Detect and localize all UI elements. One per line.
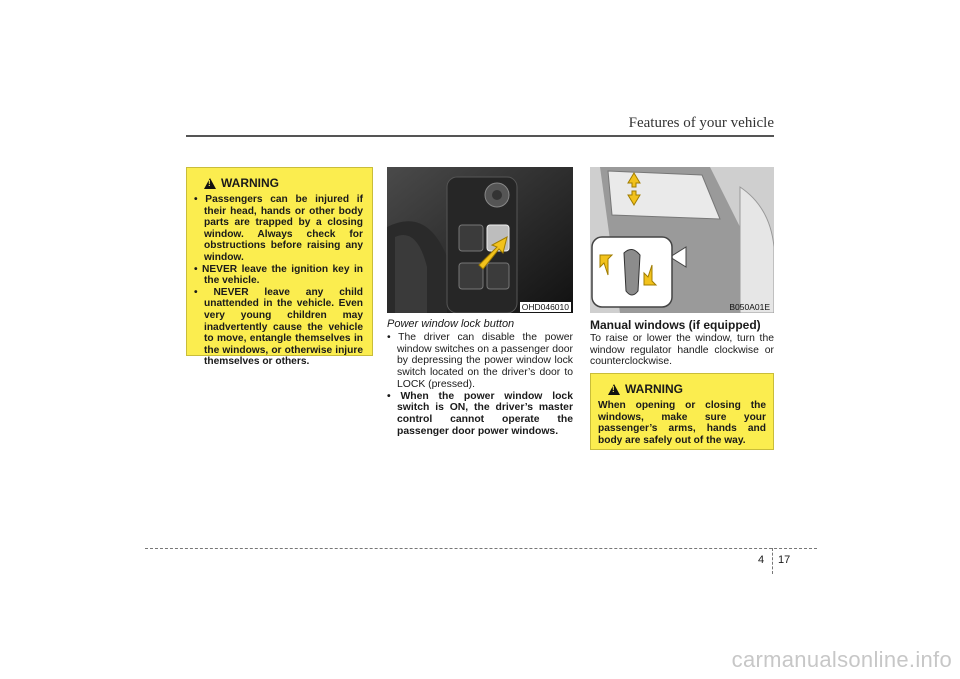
figure-code: B050A01E bbox=[729, 302, 770, 312]
lock-item: • When the power window lock switch is ON, the driver’s master control cannot operate the passenger door power windows. bbox=[387, 391, 573, 438]
page-number: 17 bbox=[778, 554, 791, 566]
chapter-number: 4 bbox=[758, 554, 765, 566]
watermark: carmanualsonline.info bbox=[731, 647, 952, 672]
warning-triangle-icon bbox=[608, 384, 620, 395]
window-switch-photo bbox=[387, 167, 573, 313]
warning-item: • NEVER leave the ignition key in the vehicle. bbox=[194, 264, 363, 287]
manual-window-illustration bbox=[590, 167, 774, 313]
window-switch-illustration bbox=[387, 167, 573, 313]
page-header-title: Features of your vehicle bbox=[628, 115, 774, 131]
warning-text-right: When opening or closing the windows, make sure your passenger’s arms, hands and body are safely out of the way. bbox=[598, 400, 766, 446]
figure-code: OHD046010 bbox=[521, 302, 569, 312]
warning-heading bbox=[608, 382, 766, 396]
warning-item: • Passengers can be injured if their head, hands or other body parts are trapped by a closing window. Always check for obstructions before raising any window. bbox=[194, 194, 363, 264]
warning-title-left: WARNING bbox=[221, 176, 279, 190]
warning-item: • NEVER leave any child unattended in the vehicle. Even very young children may inadvertently cause the vehicle to move, entangle themselves in the windows, or otherwise injure themselves or others. bbox=[194, 287, 363, 368]
warning-box-right bbox=[590, 373, 774, 450]
lock-section-body bbox=[387, 332, 573, 437]
warning-triangle-icon bbox=[204, 178, 216, 189]
footer-divider bbox=[145, 548, 817, 549]
lock-button-caption: Power window lock button bbox=[387, 318, 515, 330]
warning-title-right: WARNING bbox=[625, 382, 683, 396]
warning-list-left bbox=[194, 194, 363, 368]
manual-windows-body: To raise or lower the window, turn the window regulator handle clockwise or counterclockwise. bbox=[590, 333, 774, 368]
lock-item: • The driver can disable the power window switches on a passenger door by depressing the power window lock switch located on the driver’s door to LOCK (pressed). bbox=[387, 332, 573, 391]
manual-window-photo bbox=[590, 167, 774, 313]
warning-box-left bbox=[186, 167, 373, 368]
page-number-separator bbox=[772, 548, 774, 574]
header-divider bbox=[186, 135, 774, 137]
warning-heading bbox=[204, 176, 363, 190]
manual-windows-title: Manual windows (if equipped) bbox=[590, 318, 761, 332]
